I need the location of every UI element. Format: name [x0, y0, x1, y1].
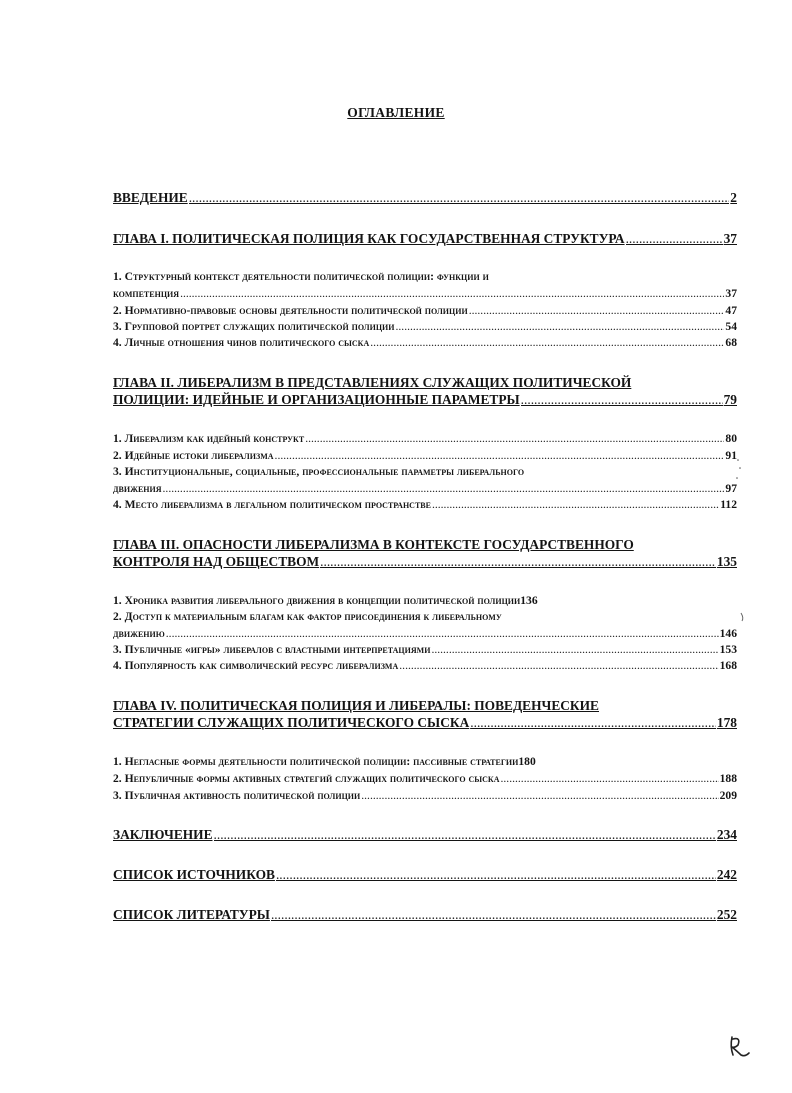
entry-page: 168	[719, 659, 737, 672]
scan-speck-mark	[733, 456, 745, 486]
entry-label: ГЛАВА I. ПОЛИТИЧЕСКАЯ ПОЛИЦИЯ КАК ГОСУДАРСТВЕННАЯ СТРУКТУРА	[113, 231, 625, 246]
toc-entry-chapter-2[interactable]	[113, 392, 737, 408]
handwritten-page-mark	[727, 1035, 751, 1059]
entry-label: 2. Непубличные формы активных стратегий служащих политического сыска	[113, 772, 500, 785]
leader-dots	[470, 715, 716, 731]
leader-dots	[399, 659, 718, 672]
toc-entry-chapter-3-line1[interactable]	[113, 537, 737, 553]
entry-page: 68	[725, 336, 737, 349]
entry-label: 1. Структурный контекст деятельности политической полиции: функции и	[113, 270, 489, 283]
entry-page: 153	[719, 643, 737, 656]
toc-entry-4-1[interactable]	[113, 755, 737, 768]
leader-dots	[431, 643, 718, 656]
scan-speck-mark	[738, 610, 748, 624]
toc-entry-conclusion[interactable]	[113, 827, 737, 843]
toc-entry-chapter-4-line1[interactable]	[113, 698, 737, 714]
entry-page: 54	[725, 320, 737, 333]
leader-dots	[521, 392, 723, 408]
toc-entry-chapter-3[interactable]	[113, 554, 737, 570]
entry-page: 80	[725, 432, 737, 445]
entry-page: 234	[716, 827, 737, 842]
entry-label: 4. Место либерализма в легальном политическом пространстве	[113, 498, 431, 511]
leader-dots	[370, 336, 724, 349]
leader-dots	[320, 554, 716, 570]
toc-entry-literature[interactable]	[113, 907, 737, 923]
toc-entry-4-2[interactable]	[113, 772, 737, 785]
entry-page: 136	[520, 594, 538, 607]
entry-label: СПИСОК ЛИТЕРАТУРЫ	[113, 907, 270, 922]
leader-dots	[180, 287, 724, 300]
entry-label: 3. Институциональные, социальные, профессиональные параметры либерального	[113, 465, 525, 478]
entry-label: компетенция	[113, 287, 180, 300]
toc-entry-sources[interactable]	[113, 867, 737, 883]
entry-label: ГЛАВА II. ЛИБЕРАЛИЗМ В ПРЕДСТАВЛЕНИЯХ СЛУЖАЩИХ ПОЛИТИЧЕСКОЙ	[113, 375, 632, 390]
leader-dots	[396, 320, 725, 333]
toc-entry-1-2[interactable]	[113, 304, 737, 317]
leader-dots	[361, 789, 718, 802]
leader-dots	[166, 627, 719, 640]
entry-label: 2. Доступ к материальным благам как фактор присоединения к либеральному	[113, 610, 502, 623]
leader-dots	[275, 449, 725, 462]
leader-dots	[501, 772, 719, 785]
toc-entry-1-3[interactable]	[113, 320, 737, 333]
leader-dots	[189, 190, 730, 206]
toc-entry-2-1[interactable]	[113, 432, 737, 445]
entry-label: СТРАТЕГИИ СЛУЖАЩИХ ПОЛИТИЧЕСКОГО СЫСКА	[113, 715, 470, 730]
leader-dots	[469, 304, 725, 317]
toc-entry-2-2[interactable]	[113, 449, 737, 462]
entry-label: СПИСОК ИСТОЧНИКОВ	[113, 867, 275, 882]
leader-dots	[271, 907, 716, 923]
entry-page: 146	[719, 627, 737, 640]
entry-label: ВВЕДЕНИЕ	[113, 190, 188, 205]
entry-label: КОНТРОЛЯ НАД ОБЩЕСТВОМ	[113, 554, 320, 569]
toc-entry-1-4[interactable]	[113, 336, 737, 349]
entry-page: 47	[725, 304, 737, 317]
toc-entry-3-1[interactable]	[113, 594, 737, 607]
toc-entry-intro[interactable]	[113, 190, 737, 206]
entry-label: 1. Хроника развития либерального движения в концепции политической полиции	[113, 594, 521, 607]
entry-label: ГЛАВА III. ОПАСНОСТИ ЛИБЕРАЛИЗМА В КОНТЕКСТЕ ГОСУДАРСТВЕННОГО	[113, 537, 634, 552]
entry-label: 2. Нормативно-правовые основы деятельности политической полиции	[113, 304, 468, 317]
leader-dots	[432, 498, 719, 511]
entry-label: 3. Публичные «игры» либералов с властными интерпретациями	[113, 643, 431, 656]
entry-page: 2	[730, 190, 737, 205]
entry-label: ГЛАВА IV. ПОЛИТИЧЕСКАЯ ПОЛИЦИЯ И ЛИБЕРАЛЫ: ПОВЕДЕНЧЕСКИЕ	[113, 698, 599, 713]
entry-page: 91	[725, 449, 737, 462]
leader-dots	[626, 231, 723, 247]
entry-page: 188	[719, 772, 737, 785]
toc-entry-2-3-line1[interactable]	[113, 465, 737, 478]
toc-entry-3-4[interactable]	[113, 659, 737, 672]
entry-label: 4. Личные отношения чинов политического сыска	[113, 336, 370, 349]
page-title: ОГЛАВЛЕНИЕ	[347, 105, 445, 120]
entry-page: 112	[720, 498, 737, 511]
entry-page: 97	[725, 482, 737, 495]
toc-entry-3-2[interactable]	[113, 627, 737, 640]
entry-page: 37	[725, 287, 737, 300]
entry-label: 1. Негласные формы деятельности политической полиции: пассивные стратегии	[113, 755, 519, 768]
entry-page: 180	[518, 755, 536, 768]
entry-label: 2. Идейные истоки либерализма	[113, 449, 274, 462]
entry-label: 4. Популярность как символический ресурс либерализма	[113, 659, 399, 672]
entry-label: 3. Групповой портрет служащих политической полиции	[113, 320, 395, 333]
leader-dots	[276, 867, 716, 883]
entry-page: 135	[716, 554, 737, 569]
toc-entry-2-3[interactable]	[113, 482, 737, 495]
entry-label: движению	[113, 627, 165, 640]
leader-dots	[214, 827, 716, 843]
entry-page: 209	[719, 789, 737, 802]
toc-entry-chapter-4[interactable]	[113, 715, 737, 731]
entry-label: ПОЛИЦИИ: ИДЕЙНЫЕ И ОРГАНИЗАЦИОННЫЕ ПАРАМЕТРЫ	[113, 392, 520, 407]
entry-page: 178	[716, 715, 737, 730]
toc-entry-1-1[interactable]	[113, 287, 737, 300]
toc-entry-2-4[interactable]	[113, 498, 737, 511]
entry-label: 3. Публичная активность политической полиции	[113, 789, 361, 802]
entry-label: 1. Либерализм как идейный конструкт	[113, 432, 305, 445]
entry-page: 242	[716, 867, 737, 882]
entry-label: движения	[113, 482, 162, 495]
leader-dots	[163, 482, 725, 495]
entry-page: 79	[723, 392, 737, 407]
toc-entry-3-2-line1[interactable]	[113, 610, 737, 623]
toc-entry-1-1-line1[interactable]	[113, 270, 737, 283]
toc-entry-chapter-1[interactable]	[113, 231, 737, 247]
entry-label: ЗАКЛЮЧЕНИЕ	[113, 827, 213, 842]
entry-page: 37	[723, 231, 737, 246]
toc-entry-chapter-2-line1[interactable]	[113, 375, 737, 391]
toc-entry-3-3[interactable]	[113, 643, 737, 656]
leader-dots	[305, 432, 724, 445]
entry-page: 252	[716, 907, 737, 922]
toc-entry-4-3[interactable]	[113, 789, 737, 802]
